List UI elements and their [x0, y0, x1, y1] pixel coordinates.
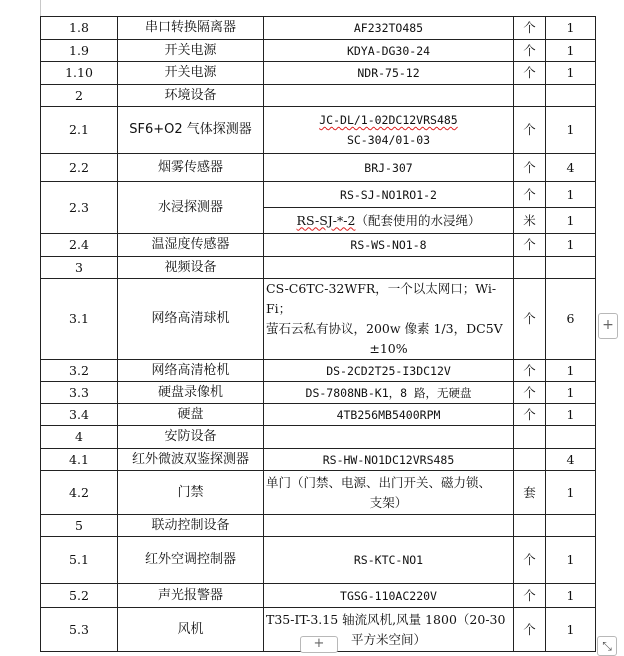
table-row [41, 40, 596, 62]
equipment-table [40, 16, 596, 652]
device-model: RS-HW-NO1DC12VRS485 [264, 449, 514, 471]
device-name: 红外空调控制器 [118, 537, 264, 584]
model-line: CS-C6TC-32WFR，一个以太网口；Wi-Fi； [266, 281, 497, 316]
device-name: 水浸探测器 [118, 182, 264, 234]
table-row [41, 537, 596, 584]
unit: 个 [514, 62, 546, 85]
row-number: 3.3 [41, 382, 118, 404]
quantity: 1 [546, 182, 596, 208]
row-number: 2.3 [41, 182, 118, 234]
unit: 个 [514, 608, 546, 652]
unit: 个 [514, 234, 546, 257]
device-name: 风机 [118, 608, 264, 652]
quantity: 1 [546, 608, 596, 652]
unit: 个 [514, 360, 546, 382]
section-title: 安防设备 [118, 426, 264, 449]
device-model [264, 208, 514, 234]
table-row [41, 382, 596, 404]
unit: 个 [514, 154, 546, 182]
quantity: 1 [546, 471, 596, 515]
empty-cell [264, 426, 514, 449]
device-model: KDYA-DG30-24 [264, 40, 514, 62]
device-name: 硬盘 [118, 404, 264, 426]
empty-cell [546, 257, 596, 279]
model-code: RS-SJ-*-2 [296, 212, 356, 228]
model-line: JC-DL/1-02DC12VRS485 [319, 113, 458, 127]
quantity: 1 [546, 584, 596, 608]
device-model: TGSG-110AC220V [264, 584, 514, 608]
model-line: 平方米空间） [350, 631, 426, 647]
device-name: SF6+O2 气体探测器 [118, 107, 264, 154]
device-name: 网络高清枪机 [118, 360, 264, 382]
unit: 个 [514, 17, 546, 40]
unit: 个 [514, 279, 546, 360]
device-model: DS-2CD2T25-I3DC12V [264, 360, 514, 382]
unit: 个 [514, 40, 546, 62]
row-number: 5.3 [41, 608, 118, 652]
device-name: 开关电源 [118, 62, 264, 85]
row-number: 3.2 [41, 360, 118, 382]
device-model: AF232TO485 [264, 17, 514, 40]
empty-cell [264, 85, 514, 107]
row-number: 2.1 [41, 107, 118, 154]
device-model: DS-7808NB-K1，8 路，无硬盘 [264, 382, 514, 404]
unit [514, 449, 546, 471]
empty-cell [264, 515, 514, 537]
quantity: 1 [546, 537, 596, 584]
device-model: NDR-75-12 [264, 62, 514, 85]
device-model: BRJ-307 [264, 154, 514, 182]
row-number: 1.10 [41, 62, 118, 85]
quantity: 4 [546, 449, 596, 471]
device-model: RS-SJ-NO1RO1-2 [264, 182, 514, 208]
model-line: 萤石云私有协议，200w 像素 1/3，DC5V [266, 321, 503, 336]
device-name: 开关电源 [118, 40, 264, 62]
empty-cell [514, 426, 546, 449]
section-title: 视频设备 [118, 257, 264, 279]
empty-cell [514, 257, 546, 279]
section-number: 3 [41, 257, 118, 279]
model-note: （配套使用的水浸绳） [355, 212, 481, 228]
row-number: 4.2 [41, 471, 118, 515]
device-name: 串口转换隔离器 [118, 17, 264, 40]
table-row [41, 62, 596, 85]
row-number: 2.2 [41, 154, 118, 182]
unit: 个 [514, 404, 546, 426]
table-row [41, 471, 596, 515]
section-row [41, 426, 596, 449]
quantity: 1 [546, 382, 596, 404]
model-line: SC-304/01-03 [346, 133, 431, 147]
unit: 个 [514, 537, 546, 584]
device-model [264, 279, 514, 360]
table-row [41, 182, 596, 208]
section-number: 2 [41, 85, 118, 107]
table-resize-handle[interactable]: ⤡ [597, 636, 617, 656]
table-row [41, 234, 596, 257]
add-row-button[interactable]: + [300, 636, 338, 653]
device-model: RS-KTC-NO1 [264, 537, 514, 584]
unit: 米 [514, 208, 546, 234]
section-number: 4 [41, 426, 118, 449]
quantity: 6 [546, 279, 596, 360]
row-number: 5.2 [41, 584, 118, 608]
table-row [41, 17, 596, 40]
device-name: 烟雾传感器 [118, 154, 264, 182]
table-row [41, 107, 596, 154]
page-margin-marker [40, 0, 41, 16]
quantity: 1 [546, 40, 596, 62]
add-column-button[interactable]: + [598, 313, 618, 339]
section-number: 5 [41, 515, 118, 537]
row-number: 1.9 [41, 40, 118, 62]
empty-cell [546, 515, 596, 537]
quantity: 1 [546, 360, 596, 382]
device-name: 门禁 [118, 471, 264, 515]
table-row [41, 404, 596, 426]
unit: 个 [514, 107, 546, 154]
device-name: 网络高清球机 [118, 279, 264, 360]
quantity: 1 [546, 234, 596, 257]
table-row [41, 449, 596, 471]
device-model: 4TB256MB5400RPM [264, 404, 514, 426]
quantity: 4 [546, 154, 596, 182]
device-name: 硬盘录像机 [118, 382, 264, 404]
empty-cell [514, 515, 546, 537]
unit: 个 [514, 382, 546, 404]
unit: 个 [514, 182, 546, 208]
unit: 个 [514, 584, 546, 608]
device-model [264, 471, 514, 515]
row-number: 3.4 [41, 404, 118, 426]
table-row [41, 279, 596, 360]
model-line: 支架） [369, 494, 408, 510]
empty-cell [546, 426, 596, 449]
device-name: 声光报警器 [118, 584, 264, 608]
device-model [264, 107, 514, 154]
quantity: 1 [546, 17, 596, 40]
section-title: 联动控制设备 [118, 515, 264, 537]
table-row [41, 584, 596, 608]
model-line: ±10% [369, 341, 408, 356]
unit: 套 [514, 471, 546, 515]
model-line: T35-IT-3.15 轴流风机,风量 1800（20-30 [266, 611, 506, 627]
quantity: 1 [546, 107, 596, 154]
empty-cell [546, 85, 596, 107]
device-model: RS-WS-NO1-8 [264, 234, 514, 257]
row-number: 1.8 [41, 17, 118, 40]
empty-cell [514, 85, 546, 107]
quantity: 1 [546, 208, 596, 234]
row-number: 5.1 [41, 537, 118, 584]
quantity: 1 [546, 404, 596, 426]
row-number: 4.1 [41, 449, 118, 471]
section-row [41, 257, 596, 279]
table-row [41, 360, 596, 382]
section-row [41, 515, 596, 537]
model-line: 单门（门禁、电源、出门开关、磁力锁、 [266, 474, 492, 490]
row-number: 2.4 [41, 234, 118, 257]
section-row [41, 85, 596, 107]
device-name: 红外微波双鉴探测器 [118, 449, 264, 471]
quantity: 1 [546, 62, 596, 85]
row-number: 3.1 [41, 279, 118, 360]
device-name: 温湿度传感器 [118, 234, 264, 257]
empty-cell [264, 257, 514, 279]
table-row [41, 154, 596, 182]
section-title: 环境设备 [118, 85, 264, 107]
